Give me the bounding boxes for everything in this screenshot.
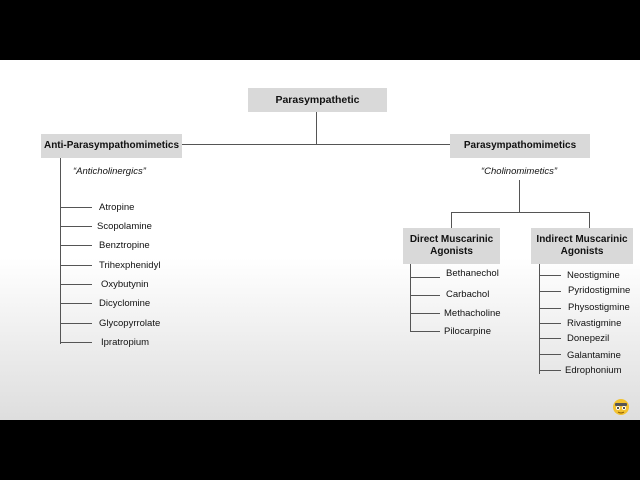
- drug-name: Ipratropium: [101, 337, 150, 348]
- branch-tick: [60, 226, 92, 227]
- drug-name: Glycopyrrolate: [99, 318, 161, 329]
- anti-node: [41, 134, 182, 158]
- branch-tick: [60, 284, 92, 285]
- drug-name: Dicyclomine: [99, 298, 151, 309]
- branch-tick: [60, 265, 92, 266]
- para-connector: [519, 180, 520, 212]
- anti-vertical-line: [60, 158, 61, 344]
- anti-subtitle: “Anticholinergics”: [73, 166, 146, 177]
- branch-tick: [539, 370, 561, 371]
- branch-tick: [410, 331, 440, 332]
- branch-tick: [410, 313, 440, 314]
- branch-tick: [60, 323, 92, 324]
- indirect-label: Indirect Muscarinic Agonists: [536, 234, 628, 257]
- direct-label: Direct Muscarinic Agonists: [409, 234, 494, 257]
- slide: [0, 60, 640, 420]
- drug-name: Pilocarpine: [444, 326, 491, 337]
- drug-name: Neostigmine: [567, 270, 620, 281]
- drug-name: Galantamine: [567, 350, 621, 361]
- indirect-connector: [589, 212, 590, 228]
- branch-tick: [539, 323, 561, 324]
- drug-name: Donepezil: [567, 333, 610, 344]
- drug-name: Pyridostigmine: [568, 285, 631, 296]
- drug-name: Methacholine: [444, 308, 501, 319]
- mascot-logo-icon: [611, 396, 631, 416]
- para-label: Parasympathomimetics: [463, 140, 577, 151]
- branch-tick: [410, 295, 440, 296]
- level1-horizontal-line: [181, 144, 451, 145]
- para-subtitle: “Cholinomimetics”: [481, 166, 558, 177]
- drug-name: Bethanechol: [446, 268, 499, 279]
- root-label: Parasympathetic: [275, 94, 360, 106]
- drug-name: Edrophonium: [565, 365, 622, 376]
- indirect-node: [531, 228, 633, 264]
- root-node: [248, 88, 387, 112]
- anti-label: Anti-Parasympathomimetics: [43, 140, 180, 151]
- drug-name: Physostigmine: [568, 302, 630, 313]
- drug-name: Atropine: [99, 202, 135, 213]
- direct-node: [403, 228, 500, 264]
- level2-horizontal-line: [451, 212, 590, 213]
- branch-tick: [60, 245, 92, 246]
- branch-tick: [539, 308, 561, 309]
- branch-tick: [410, 277, 440, 278]
- branch-tick: [60, 207, 92, 208]
- drug-name: Trihexphenidyl: [99, 260, 161, 271]
- branch-tick: [60, 342, 92, 343]
- drug-name: Oxybutynin: [101, 279, 149, 290]
- drug-name: Carbachol: [446, 289, 490, 300]
- branch-tick: [539, 338, 561, 339]
- para-node: [450, 134, 590, 158]
- direct-connector: [451, 212, 452, 228]
- branch-tick: [539, 291, 561, 292]
- indirect-vertical-line: [539, 264, 540, 374]
- branch-tick: [539, 275, 561, 276]
- drug-name: Rivastigmine: [567, 318, 622, 329]
- drug-name: Scopolamine: [97, 221, 152, 232]
- root-connector: [316, 112, 317, 144]
- branch-tick: [60, 303, 92, 304]
- drug-name: Benztropine: [99, 240, 150, 251]
- branch-tick: [539, 354, 561, 355]
- direct-vertical-line: [410, 264, 411, 332]
